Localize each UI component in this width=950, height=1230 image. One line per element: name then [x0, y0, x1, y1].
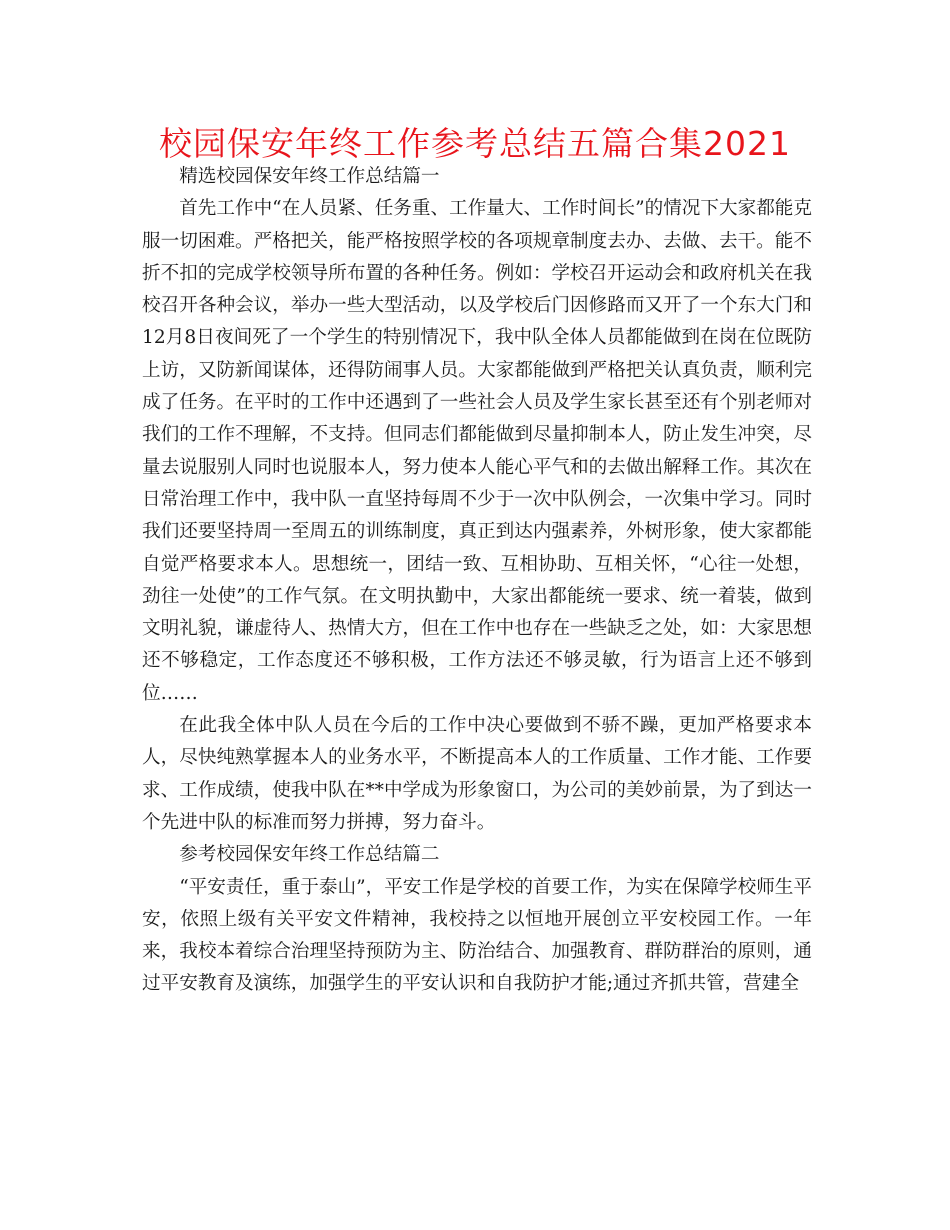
section-heading: 精选校园保安年终工作总结篇一: [179, 166, 440, 187]
section-heading: 参考校园保安年终工作总结篇二: [179, 844, 440, 866]
body-paragraph: “平安责任，重于泰山”，平安工作是学校的首要工作，为实在保障学校师生平安，依照上级有关平安文件精神，我校持之以恒地开展创立平安校园工作。一年来，我校本着综合治理坚持预防为主、防治结合、加强教育、群防群治的原则，通过平安教育及演练，加强学生的平安认识和自我防护才能;通过齐抓共管，营建全: [142, 876, 812, 995]
document-body: [142, 161, 812, 1001]
body-paragraph: 在此我全体中队人员在今后的工作中决心要做到不骄不躁，更加严格要求本人，尽快纯熟掌握本人的业务水平，不断提高本人的工作质量、工作才能、工作要求、工作成绩，使我中队在**中学成为形象窗口，为公司的美妙前景，为了到达一个先进中队的标准而努力拼搏，努力奋斗。: [142, 715, 812, 833]
body-paragraph: 首先工作中“在人员紧、任务重、工作量大、工作时间长”的情况下大家都能克服一切困难。严格把关，能严格按照学校的各项规章制度去办、去做、去干。能不折不扣的完成学校领导所布置的各种任务。例如：学校召开运动会和政府机关在我校召开各种会议，举办一些大型活动，以及学校后门因修路而又开了一个东大门和12月8日夜间死了一个学生的特别情况下，我中队全体人员都能做到在岗在位既防上访，又防新闻谋体，还得防闹事人员。大家都能做到严格把关认真负责，顺利完成了任务。在平时的工作中还遇到了一些社会人员及学生家长甚至还有个别老师对我们的工作不理解，不支持。但同志们都能做到尽量抑制本人，防止发生冲突，尽量去说服别人同时也说服本人，努力使本人能心平气和的去做出解释工作。其次在日常治理工作中，我中队一直坚持每周不少于一次中队例会，一次集中学习。同时我们还要坚持周一至周五的训练制度，真正到达内强素养，外树形象，使大家都能自觉严格要求本人。思想统一，团结一致、互相协助、互相关怀，“心往一处想，劲往一处使”的工作气氛。在文明执勤中，大家出都能统一要求、统一着装，做到文明礼貌，谦虚待人、热情大方，但在工作中也存在一些缺乏之处，如：大家思想还不够稳定，工作态度还不够积极，工作方法还不够灵敏，行为语言上还不够到位……: [142, 198, 812, 704]
document-title: 校园保安年终工作参考总结五篇合集2021: [159, 124, 791, 163]
